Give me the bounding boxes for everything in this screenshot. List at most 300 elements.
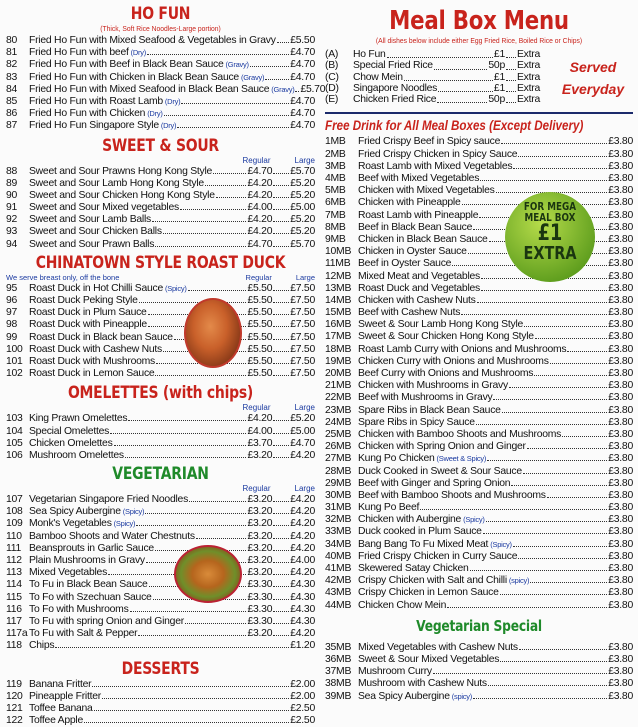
dot-leader <box>130 611 247 612</box>
item-name: Toffee Banana <box>29 703 93 715</box>
menu-item[interactable] <box>6 226 315 238</box>
dot-leader <box>163 233 247 234</box>
item-price: £3.80 <box>608 149 633 161</box>
item-price: £3.80 <box>608 526 633 538</box>
menu-item[interactable] <box>325 197 633 209</box>
menu-item[interactable] <box>325 283 633 295</box>
menu-item[interactable] <box>6 178 315 190</box>
item-price: £3.80 <box>608 161 633 173</box>
item-price: £3.80 <box>608 197 633 209</box>
menu-item[interactable] <box>325 380 633 392</box>
item-number: 15MB <box>325 307 358 319</box>
dot-leader <box>273 197 289 198</box>
menu-item[interactable] <box>325 441 633 453</box>
menu-item[interactable] <box>325 136 633 148</box>
section-title: CHINATOWN STYLE ROAST DUCK <box>34 253 287 273</box>
price-headers <box>6 156 315 166</box>
menu-item[interactable] <box>6 543 315 555</box>
item-price-large: £5.20 <box>290 178 315 190</box>
item-price: £1.20 <box>290 640 315 652</box>
dot-leader <box>437 94 487 103</box>
menu-item[interactable] <box>325 539 633 551</box>
item-price-large: £4.00 <box>290 555 315 567</box>
dot-leader <box>486 521 608 522</box>
item-price: £3.80 <box>608 551 633 563</box>
option-name: Singapore Noodles <box>353 83 437 94</box>
item-price: £5.50 <box>247 319 272 331</box>
menu-item[interactable] <box>325 666 633 678</box>
item-price-large: £5.00 <box>290 202 315 214</box>
item-price-large: £4.20 <box>290 531 315 543</box>
item-number: 82 <box>6 59 29 71</box>
item-price-large: £4.20 <box>290 543 315 555</box>
option-price: £1 <box>494 72 505 83</box>
item-number: 88 <box>6 166 29 178</box>
item-price: £3.80 <box>608 600 633 612</box>
dot-leader <box>273 233 289 234</box>
menu-item[interactable] <box>6 96 315 108</box>
menu-item[interactable] <box>6 506 315 518</box>
dot-leader <box>164 115 290 116</box>
item-name: Roast Duck in Lemon Sauce <box>29 368 154 380</box>
dot-leader <box>501 143 607 144</box>
item-price: £5.70 <box>300 84 325 96</box>
menu-item[interactable] <box>6 426 315 438</box>
item-number: 23MB <box>325 405 358 417</box>
menu-item[interactable] <box>6 604 315 616</box>
item-number: 41MB <box>325 563 358 575</box>
item-number: 112 <box>6 555 29 567</box>
item-name: Chicken with Cashew Nuts <box>358 295 476 307</box>
menu-item[interactable] <box>6 413 315 425</box>
free-drink-banner: Free Drink for All Meal Boxes (Except Delivery) <box>325 118 590 133</box>
menu-item[interactable] <box>6 307 315 319</box>
option-key: (E) <box>325 94 353 105</box>
menu-item[interactable] <box>325 691 633 703</box>
menu-item[interactable] <box>6 592 315 604</box>
item-price: £5.50 <box>247 283 272 295</box>
dot-leader <box>487 460 607 461</box>
dot-leader <box>506 83 516 92</box>
item-price-large: £5.20 <box>290 226 315 238</box>
menu-item[interactable] <box>325 514 633 526</box>
item-price: £4.70 <box>290 47 315 59</box>
menu-item[interactable] <box>6 555 315 567</box>
item-price: £3.80 <box>608 666 633 678</box>
item-name: Kung Po Chicken <box>358 453 435 465</box>
dot-leader <box>147 54 289 55</box>
section-note <box>6 273 315 283</box>
dot-leader <box>273 501 289 502</box>
option-extra: Extra <box>517 94 540 105</box>
item-number: 17MB <box>325 331 358 343</box>
vegetable-dish-photo <box>174 545 242 603</box>
dot-leader <box>509 387 607 388</box>
item-price: £3.80 <box>608 453 633 465</box>
option-key: (C) <box>325 72 353 83</box>
dot-leader <box>94 710 290 711</box>
menu-item[interactable] <box>325 642 633 654</box>
menu-item[interactable] <box>6 715 315 727</box>
menu-item[interactable] <box>6 35 315 47</box>
price-headers <box>246 273 315 283</box>
menu-item[interactable] <box>6 640 315 652</box>
dot-leader <box>500 594 608 595</box>
item-name: Fried Crispy Beef in Spicy sauce <box>358 136 500 148</box>
item-price: £5.50 <box>247 368 272 380</box>
menu-item[interactable] <box>6 47 315 59</box>
menu-item[interactable] <box>6 616 315 628</box>
item-number: 9MB <box>325 234 358 246</box>
dot-leader <box>181 103 289 104</box>
menu-item[interactable] <box>325 502 633 514</box>
dot-leader <box>547 497 608 498</box>
item-number: 22MB <box>325 392 358 404</box>
item-number: 100 <box>6 344 29 356</box>
menu-item[interactable] <box>325 185 633 197</box>
item-price: £3.80 <box>608 429 633 441</box>
menu-item[interactable] <box>6 214 315 226</box>
dot-leader <box>273 525 289 526</box>
item-number: 24MB <box>325 417 358 429</box>
dot-leader <box>273 574 289 575</box>
dot-leader <box>438 83 493 92</box>
dot-leader <box>273 221 289 222</box>
item-number: 7MB <box>325 210 358 222</box>
item-number: 104 <box>6 426 29 438</box>
item-price: £4.20 <box>247 214 272 226</box>
item-name: Roast Duck with Cashew Nuts <box>29 344 162 356</box>
menu-item[interactable] <box>6 356 315 368</box>
menu-item[interactable] <box>6 531 315 543</box>
item-name: Beansprouts in Garlic Sauce <box>29 543 154 555</box>
menu-item[interactable] <box>6 72 315 84</box>
item-number: 106 <box>6 450 29 462</box>
menu-item[interactable] <box>325 526 633 538</box>
dot-leader <box>55 647 289 648</box>
item-price-large: £4.20 <box>290 506 315 518</box>
menu-item[interactable] <box>6 579 315 591</box>
menu-item[interactable] <box>325 453 633 465</box>
item-name: Mushroom Curry <box>358 666 432 678</box>
menu-item[interactable] <box>325 563 633 575</box>
menu-item[interactable] <box>325 551 633 563</box>
dot-leader <box>273 599 289 600</box>
menu-item[interactable] <box>325 271 633 283</box>
dot-leader <box>273 290 289 291</box>
option-key: (A) <box>325 49 353 60</box>
section-subtitle: (Thick, Soft Rice Noodles-Large portion) <box>21 24 299 33</box>
item-name: Roast Duck in Black bean Sauce <box>29 332 173 344</box>
menu-item[interactable] <box>325 466 633 478</box>
regular-header: Regular <box>243 156 271 166</box>
item-number: 118 <box>6 640 29 652</box>
price-headers <box>6 403 315 413</box>
menu-item[interactable] <box>6 84 315 96</box>
dot-leader <box>273 550 289 551</box>
menu-item[interactable] <box>6 332 315 344</box>
item-note: (Spicy) <box>165 283 187 295</box>
dot-leader <box>273 420 289 421</box>
menu-item[interactable] <box>325 161 633 173</box>
menu-item[interactable] <box>325 490 633 502</box>
dot-leader <box>102 698 289 699</box>
menu-item[interactable] <box>6 120 315 132</box>
item-number: 3MB <box>325 161 358 173</box>
dot-leader <box>216 197 247 198</box>
item-price: £3.20 <box>247 628 272 640</box>
menu-item[interactable] <box>6 190 315 202</box>
menu-item[interactable] <box>6 166 315 178</box>
menu-item[interactable] <box>325 392 633 404</box>
dot-leader <box>535 338 607 339</box>
item-number: 85 <box>6 96 29 108</box>
item-price: £4.00 <box>247 426 272 438</box>
meal-box-title: Meal Box Menu <box>353 6 606 36</box>
item-number: 107 <box>6 494 29 506</box>
item-price: £3.80 <box>608 319 633 331</box>
menu-item[interactable] <box>6 108 315 120</box>
item-name: Crispy Chicken with Salt and Chilli <box>358 575 507 587</box>
rice-option[interactable] <box>325 94 540 105</box>
dot-leader <box>483 533 608 534</box>
option-key: (D) <box>325 83 353 94</box>
item-number: 102 <box>6 368 29 380</box>
menu-item[interactable] <box>325 173 633 185</box>
meal-box-subtitle: (All dishes below include either Egg Fried Rice, Boiled Rice or Chips) <box>340 36 617 45</box>
item-price: £3.80 <box>608 234 633 246</box>
item-number: 89 <box>6 178 29 190</box>
rice-option[interactable] <box>325 83 540 94</box>
item-number: 119 <box>6 679 29 691</box>
dot-leader <box>534 375 607 376</box>
item-price: £3.80 <box>608 173 633 185</box>
menu-item[interactable] <box>6 283 315 295</box>
large-header: Large <box>295 156 315 166</box>
item-name: Sweet and Sour Prawns Hong Kong Style <box>29 166 212 178</box>
item-price: £3.80 <box>608 405 633 417</box>
item-price: £3.70 <box>247 438 272 450</box>
menu-item[interactable] <box>6 319 315 331</box>
item-price: £4.20 <box>247 413 272 425</box>
item-price: £3.80 <box>608 691 633 703</box>
menu-item[interactable] <box>6 494 315 506</box>
item-name: Mixed Vegetables <box>29 567 107 579</box>
dot-leader <box>273 635 289 636</box>
item-name: Banana Fritter <box>29 679 91 691</box>
menu-item[interactable] <box>6 679 315 691</box>
menu-item[interactable] <box>325 295 633 307</box>
dot-leader <box>145 513 246 514</box>
item-price: £2.00 <box>290 679 315 691</box>
item-number: 101 <box>6 356 29 368</box>
menu-item[interactable] <box>325 654 633 666</box>
vegetarian-special-title: Vegetarian Special <box>353 616 606 636</box>
item-number: 111 <box>6 543 29 555</box>
note-text: We serve breast only, off the bone <box>6 273 119 283</box>
dot-leader <box>139 302 247 303</box>
item-note: (Dry) <box>147 108 162 120</box>
dot-leader <box>518 558 607 559</box>
option-price: £1 <box>494 49 505 60</box>
option-key: (B) <box>325 60 353 71</box>
item-price: £5.50 <box>290 35 315 47</box>
item-number: 40MB <box>325 551 358 563</box>
menu-item[interactable] <box>325 307 633 319</box>
dot-leader <box>470 570 608 571</box>
section-desserts <box>6 659 315 727</box>
item-number: 117a <box>6 628 29 640</box>
menu-item[interactable] <box>325 587 633 599</box>
item-number: 5MB <box>325 185 358 197</box>
meal-box-list <box>325 136 633 611</box>
dot-leader <box>488 685 607 686</box>
item-price: £3.30 <box>247 579 272 591</box>
item-name: Fried Ho Fun Singapore Style <box>29 120 159 132</box>
item-price: £3.80 <box>608 222 633 234</box>
menu-item[interactable] <box>325 356 633 368</box>
menu-item[interactable] <box>325 331 633 343</box>
menu-item[interactable] <box>325 405 633 417</box>
item-price-large: £4.30 <box>290 579 315 591</box>
item-price-large: £7.50 <box>290 307 315 319</box>
item-price: £3.20 <box>247 555 272 567</box>
dot-leader <box>185 623 247 624</box>
dot-leader <box>128 420 246 421</box>
item-number: 110 <box>6 531 29 543</box>
dot-leader <box>188 290 247 291</box>
dot-leader <box>481 290 607 291</box>
section-title: VEGETARIAN <box>34 464 287 484</box>
menu-item[interactable] <box>6 567 315 579</box>
rice-option[interactable] <box>325 60 540 71</box>
item-name: Chicken in Black Bean Sauce <box>358 234 488 246</box>
menu-item[interactable] <box>325 478 633 490</box>
menu-item[interactable] <box>325 149 633 161</box>
served-everyday-label <box>548 56 638 100</box>
section-title: HO FUN <box>34 4 287 24</box>
rice-option[interactable] <box>325 72 540 83</box>
item-name: Mushroom Omelettes <box>29 450 124 462</box>
item-number: 2MB <box>325 149 358 161</box>
menu-item[interactable] <box>325 368 633 380</box>
item-name: Bang Bang To Fu Mixed Meat <box>358 539 488 551</box>
item-name: Roast Lamb with Pineapple <box>358 210 478 222</box>
item-number: 108 <box>6 506 29 518</box>
item-number: 4MB <box>325 173 358 185</box>
item-note: (Gravy) <box>226 59 249 71</box>
item-price: £3.80 <box>608 136 633 148</box>
menu-item[interactable] <box>6 202 315 214</box>
item-number: 42MB <box>325 575 358 587</box>
menu-item[interactable] <box>6 295 315 307</box>
menu-item[interactable] <box>6 59 315 71</box>
item-price-large: £4.30 <box>290 616 315 628</box>
dot-leader <box>196 538 247 539</box>
dot-leader <box>480 180 607 181</box>
item-price: £4.20 <box>247 190 272 202</box>
rice-option[interactable] <box>325 49 540 60</box>
item-number: 13MB <box>325 283 358 295</box>
dot-leader <box>477 302 608 303</box>
item-price: £2.50 <box>290 715 315 727</box>
dot-leader <box>404 72 493 81</box>
item-note: (Spicy) <box>123 506 145 518</box>
menu-item[interactable] <box>325 429 633 441</box>
dot-leader <box>567 351 607 352</box>
item-name: Mixed Meat and Vegetables <box>358 271 480 283</box>
menu-item[interactable] <box>325 678 633 690</box>
item-price: £3.80 <box>608 185 633 197</box>
item-price-large: £4.20 <box>290 450 315 462</box>
item-number: 14MB <box>325 295 358 307</box>
item-price: £3.80 <box>608 331 633 343</box>
item-name: To Fo with Mushrooms <box>29 604 129 616</box>
item-name: Chicken with Aubergine <box>358 514 461 526</box>
menu-item[interactable] <box>325 319 633 331</box>
item-price: £5.50 <box>247 295 272 307</box>
item-price: £5.50 <box>247 307 272 319</box>
dot-leader <box>273 302 289 303</box>
menu-item[interactable] <box>6 344 315 356</box>
item-number: 36MB <box>325 654 358 666</box>
divider <box>325 112 633 114</box>
dot-leader <box>273 314 289 315</box>
menu-item[interactable] <box>325 417 633 429</box>
menu-item[interactable] <box>6 703 315 715</box>
menu-item[interactable] <box>325 575 633 587</box>
item-note: (Spicy) <box>463 514 485 526</box>
dot-leader <box>420 509 607 510</box>
item-price: £3.80 <box>608 307 633 319</box>
item-name: Sweet and Sour Mixed vegetables <box>29 202 179 214</box>
item-price-large: £4.30 <box>290 604 315 616</box>
menu-item[interactable] <box>6 518 315 530</box>
menu-item[interactable] <box>6 691 315 703</box>
option-extra: Extra <box>517 60 540 71</box>
dot-leader <box>152 221 246 222</box>
item-name: Chicken Omelettes <box>29 438 113 450</box>
menu-item[interactable] <box>325 344 633 356</box>
item-number: 26MB <box>325 441 358 453</box>
served-text: Served <box>548 56 638 78</box>
item-number: 117 <box>6 616 29 628</box>
item-price-large: £7.50 <box>290 295 315 307</box>
item-name: Duck Cooked in Sweet & Sour Sauce <box>358 466 522 478</box>
item-name: Chicken Chow Mein <box>358 600 446 612</box>
menu-item[interactable] <box>6 450 315 462</box>
menu-item[interactable] <box>6 438 315 450</box>
menu-item[interactable] <box>325 600 633 612</box>
dot-leader <box>273 586 289 587</box>
dot-leader <box>138 635 246 636</box>
left-column <box>6 0 315 727</box>
item-name: Chicken with Mushrooms in Gravy <box>358 380 508 392</box>
dot-leader <box>273 562 289 563</box>
dot-leader <box>506 94 516 103</box>
option-name: Special Fried Rice <box>353 60 433 71</box>
item-name: Roast Duck in Plum Sauce <box>29 307 147 319</box>
menu-item[interactable] <box>6 239 315 251</box>
item-number: 35MB <box>325 642 358 654</box>
item-name: Duck cooked in Plum Sauce <box>358 526 482 538</box>
item-name: Fried Ho Fun with Chicken in Black Bean Sauce <box>29 72 239 84</box>
dot-leader <box>273 457 289 458</box>
item-number: 87 <box>6 120 29 132</box>
menu-item[interactable] <box>6 628 315 640</box>
menu-item[interactable] <box>6 368 315 380</box>
item-number: 96 <box>6 295 29 307</box>
